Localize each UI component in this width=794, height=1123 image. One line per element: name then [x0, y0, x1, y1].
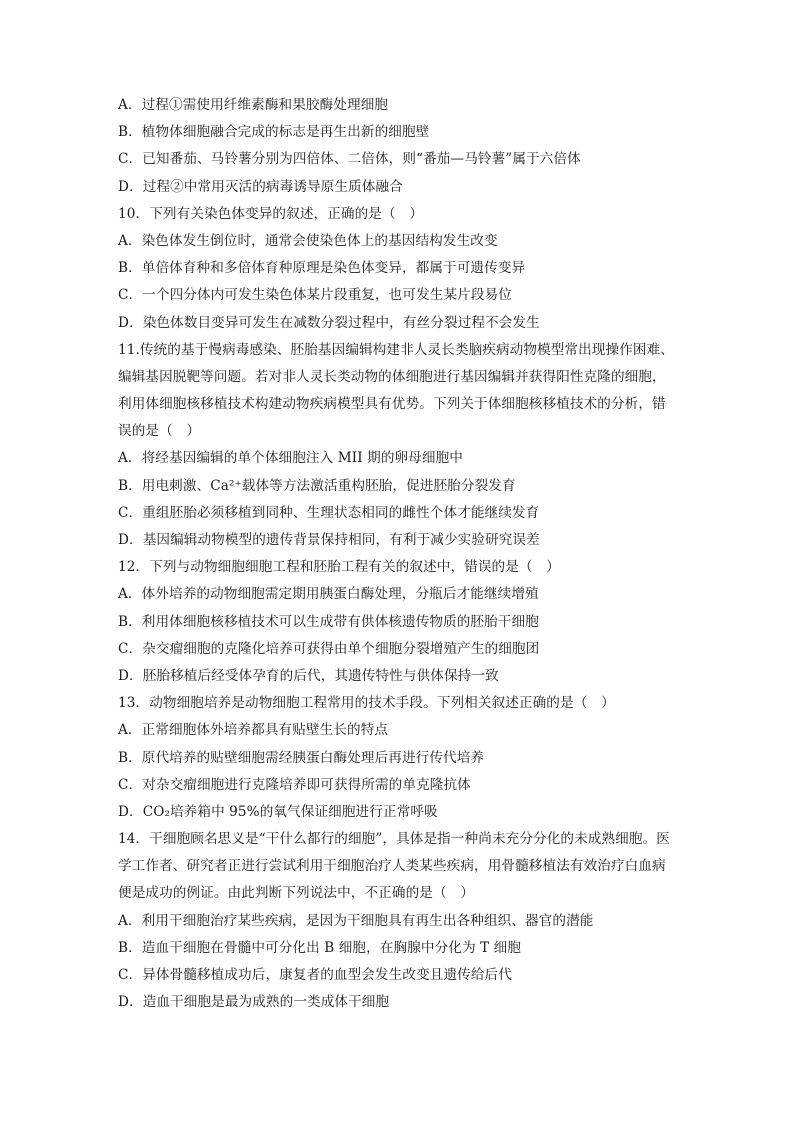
option-b-q11: B．用电刺激、Ca²⁺载体等方法激活重构胚胎，促进胚胎分裂发育: [118, 477, 516, 494]
option-d-q13: D．CO₂培养箱中 95%的氧气保证细胞进行正常呼吸: [118, 803, 438, 820]
option-a-q11: A．将经基因编辑的单个体细胞注入 MII 期的卵母细胞中: [118, 450, 463, 467]
option-b-q10: B．单倍体育种和多倍体育种原理是染色体变异，都属于可遗传变异: [118, 260, 526, 277]
option-c-q10: C．一个四分体内可发生染色体某片段重复，也可发生某片段易位: [118, 287, 512, 304]
option-a-q9: A．过程①需使用纤维素酶和果胶酶处理细胞: [118, 97, 389, 113]
option-d-q11: D．基因编辑动物模型的遗传背景保持相同，有利于减少实验研究误差: [118, 532, 540, 548]
question-14-stem-line-2: 学工作者、研究者正进行尝试利用干细胞治疗人类某些疾病，用骨髓移植法有效治疗白血病: [118, 858, 666, 875]
option-c-q13: C．对杂交瘤细胞进行克隆培养即可获得所需的单克隆抗体: [118, 776, 471, 793]
question-14-stem-line-3: 便是成功的例证。由此判断下列说法中，不正确的是（ ）: [118, 885, 475, 902]
question-10-stem: 10．下列有关染色体变异的叙述，正确的是（ ）: [118, 205, 424, 222]
option-b-q13: B．原代培养的贴壁细胞需经胰蛋白酶处理后再进行传代培养: [118, 749, 485, 766]
option-c-q11: C．重组胚胎必须移植到同种、生理状态相同的雌性个体才能继续发育: [118, 504, 540, 521]
question-11-stem-line-4: 误的是（ ）: [118, 423, 201, 440]
question-14-stem-line-1: 14．干细胞顾名思义是“干什么都行的细胞”，具体是指一种尚未充分分化的未成熟细胞。医: [118, 831, 670, 848]
option-b-q12: B．利用体细胞核移植技术可以生成带有供体核遗传物质的胚胎干细胞: [118, 613, 539, 630]
question-text-block: [118, 92, 688, 1016]
option-c-q14: C．异体骨髓移植成功后，康复者的血型会发生改变且遗传给后代: [118, 967, 512, 983]
option-a-q10: A．染色体发生倒位时，通常会使染色体上的基因结构发生改变: [118, 232, 498, 249]
question-11-stem-line-3: 利用体细胞核移植技术构建动物疾病模型具有优势。下列关于体细胞核移植技术的分析，错: [118, 396, 666, 413]
option-d-q10: D．染色体数目变异可发生在减数分裂过程中，有丝分裂过程不会发生: [118, 314, 540, 331]
question-11-stem-line-2: 编辑基因脱靶等问题。若对非人灵长类动物的体细胞进行基因编辑并获得阳性克隆的细胞，: [118, 368, 666, 385]
option-a-q14: A．利用干细胞治疗某些疾病，是因为干细胞具有再生出各种组织、器官的潜能: [118, 912, 594, 929]
option-a-q13: A．正常细胞体外培养都具有贴壁生长的特点: [118, 722, 389, 739]
option-d-q14: D．造血干细胞是最为成熟的一类成体干细胞: [118, 994, 390, 1011]
option-c-q12: C．杂交瘤细胞的克隆化培养可获得由单个细胞分裂增殖产生的细胞团: [118, 640, 540, 657]
option-a-q12: A．体外培养的动物细胞需定期用胰蛋白酶处理，分瓶后才能继续增殖: [118, 586, 539, 603]
question-13-stem: 13．动物细胞培养是动物细胞工程常用的技术手段。下列相关叙述正确的是（ ）: [118, 695, 615, 712]
question-12-stem: 12．下列与动物细胞细胞工程和胚胎工程有关的叙述中，错误的是（ ）: [118, 559, 561, 576]
option-c-q9: C．已知番茄、马铃薯分别为四倍体、二倍体，则“番茄—马铃薯”属于六倍体: [118, 151, 581, 168]
question-11-stem-line-1: 11.传统的基于慢病毒感染、胚胎基因编辑构建非人灵长类脑疾病动物模型常出现操作困难、: [118, 341, 674, 358]
option-d-q9: D．过程②中常用灭活的病毒诱导原生质体融合: [118, 178, 403, 195]
option-d-q12: D．胚胎移植后经受体孕育的后代，其遗传特性与供体保持一致: [118, 667, 499, 684]
option-b-q14: B．造血干细胞在骨髓中可分化出 B 细胞，在胸腺中分化为 T 细胞: [118, 939, 522, 956]
option-b-q9: B．植物体细胞融合完成的标志是再生出新的细胞壁: [118, 124, 430, 141]
